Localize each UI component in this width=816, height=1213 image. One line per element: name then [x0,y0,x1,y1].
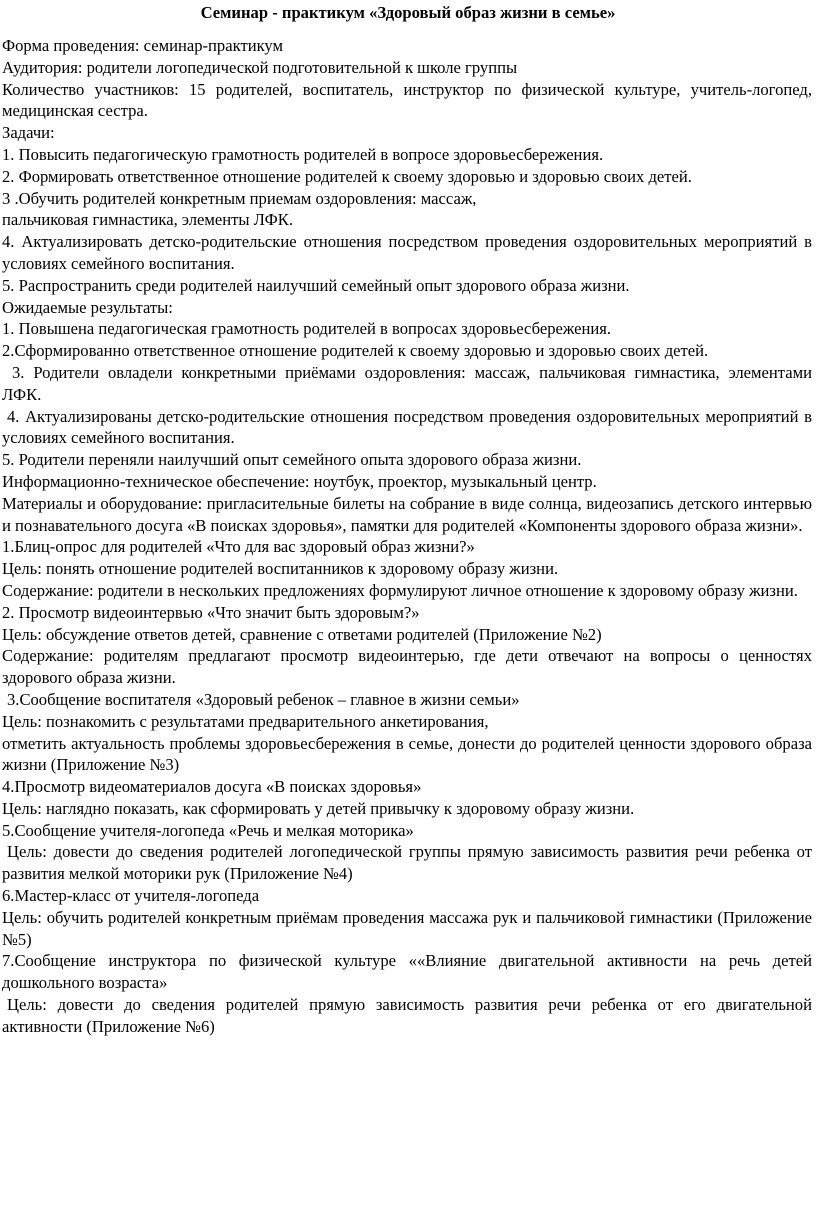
task-item-continuation: пальчиковая гимнастика, элементы ЛФК. [2,210,294,230]
goal-text: Цель: довести до сведения родителей логопедической группы прямую зависимость развития речи ребенка от развития мелкой моторики рук (Приложение №4) [2,842,812,884]
goal-text: Цель: познакомить с результатами предварительного анкетирования, [2,711,489,731]
heading-expected-results: Ожидаемые результаты: [2,297,173,317]
section-heading: 3.Сообщение воспитателя «Здоровый ребенок – главное в жизни семьи» [7,689,520,709]
section-heading: 6.Мастер-класс от учителя-логопеда [2,886,260,906]
paragraph-form: Форма проведения: семинар-практикум [2,36,283,55]
result-item: 2.Сформированно ответственное отношение родителей к своему здоровью и здоровью своих детей. [2,341,709,361]
content-text: Содержание: родителям предлагают просмотр видеоинтерью, где дети отвечают на вопросы о ценностях здорового образа жизни. [2,646,812,688]
result-item: 4. Актуализированы детско-родительские отношения посредством проведения оздоровительных мероприятий в условиях семейного воспитания. [2,406,812,448]
section-heading: 5.Сообщение учителя-логопеда «Речь и мелкая моторика» [2,820,414,840]
section-heading: 7.Сообщение инструктора по физической культуре ««Влияние двигательной активности на речь детей дошкольного возраста» [2,951,812,993]
goal-text: Цель: обучить родителей конкретным приёмам проведения массажа рук и пальчиковой гимнастики (Приложение №5) [2,907,812,949]
section-heading: 2. Просмотр видеоинтервью «Что значит быть здоровым?» [2,602,420,622]
paragraph-materials: Материалы и оборудование: пригласительные билеты на собрание в виде солнца, видеозапись детского интервью и познавательного досуга «В поисках здоровья», памятки для родителей «Компоненты здорового образа жизни». [2,493,812,535]
task-item: 1. Повысить педагогическую грамотность родителей в вопросе здоровьесбережения. [2,144,604,164]
section-heading: 4.Просмотр видеоматериалов досуга «В поисках здоровья» [2,777,422,797]
task-item: 5. Распространить среди родителей наилучший семейный опыт здорового образа жизни. [2,275,630,295]
goal-text: Цель: понять отношение родителей воспитанников к здоровому образу жизни. [2,559,559,579]
heading-tasks: Задачи: [2,123,55,143]
result-item: 5. Родители переняли наилучший опыт семейного опыта здорового образа жизни. [2,450,582,470]
task-item: 3 .Обучить родителей конкретным приемам оздоровления: массаж, [2,188,477,208]
page-title: Семинар - практикум «Здоровый образ жизни в семье» [200,3,616,22]
goal-text: Цель: довести до сведения родителей прямую зависимость развития речи ребенка от его двигательной активности (Приложение №6) [2,995,812,1036]
task-item: 4. Актуализировать детско-родительские отношения посредством проведения оздоровительных мероприятий в условиях семейного воспитания. [2,232,812,273]
paragraph-tech-support: Информационно-техническое обеспечение: ноутбук, проектор, музыкальный центр. [2,471,597,491]
task-item: 2. Формировать ответственное отношение родителей к своему здоровью и здоровью своих детей. [2,166,692,186]
paragraph-participants: Количество участников: 15 родителей, воспитатель, инструктор по физической культуре, учитель-логопед, медицинская сестра. [2,79,812,121]
goal-text: Цель: наглядно показать, как сформировать у детей привычку к здоровому образу жизни. [2,798,635,818]
content-text: Содержание: родители в нескольких предложениях формулируют личное отношение к здоровому образу жизни. [2,580,798,600]
goal-text: Цель: обсуждение ответов детей, сравнение с ответами родителей (Приложение №2) [2,624,602,644]
paragraph-audience: Аудитория: родители логопедической подготовительной к школе группы [2,57,518,77]
result-item: 3. Родители овладели конкретными приёмами оздоровления: массаж, пальчиковая гимнастика, элементами ЛФК. [2,362,812,404]
goal-text-continuation: отметить актуальность проблемы здоровьесбережения в семье, донести до родителей ценности здорового образа жизни (Приложение №3) [2,733,812,775]
result-item: 1. Повышена педагогическая грамотность родителей в вопросах здоровьесбережения. [2,319,612,339]
section-heading: 1.Блиц-опрос для родителей «Что для вас здоровый образ жизни?» [2,537,475,557]
